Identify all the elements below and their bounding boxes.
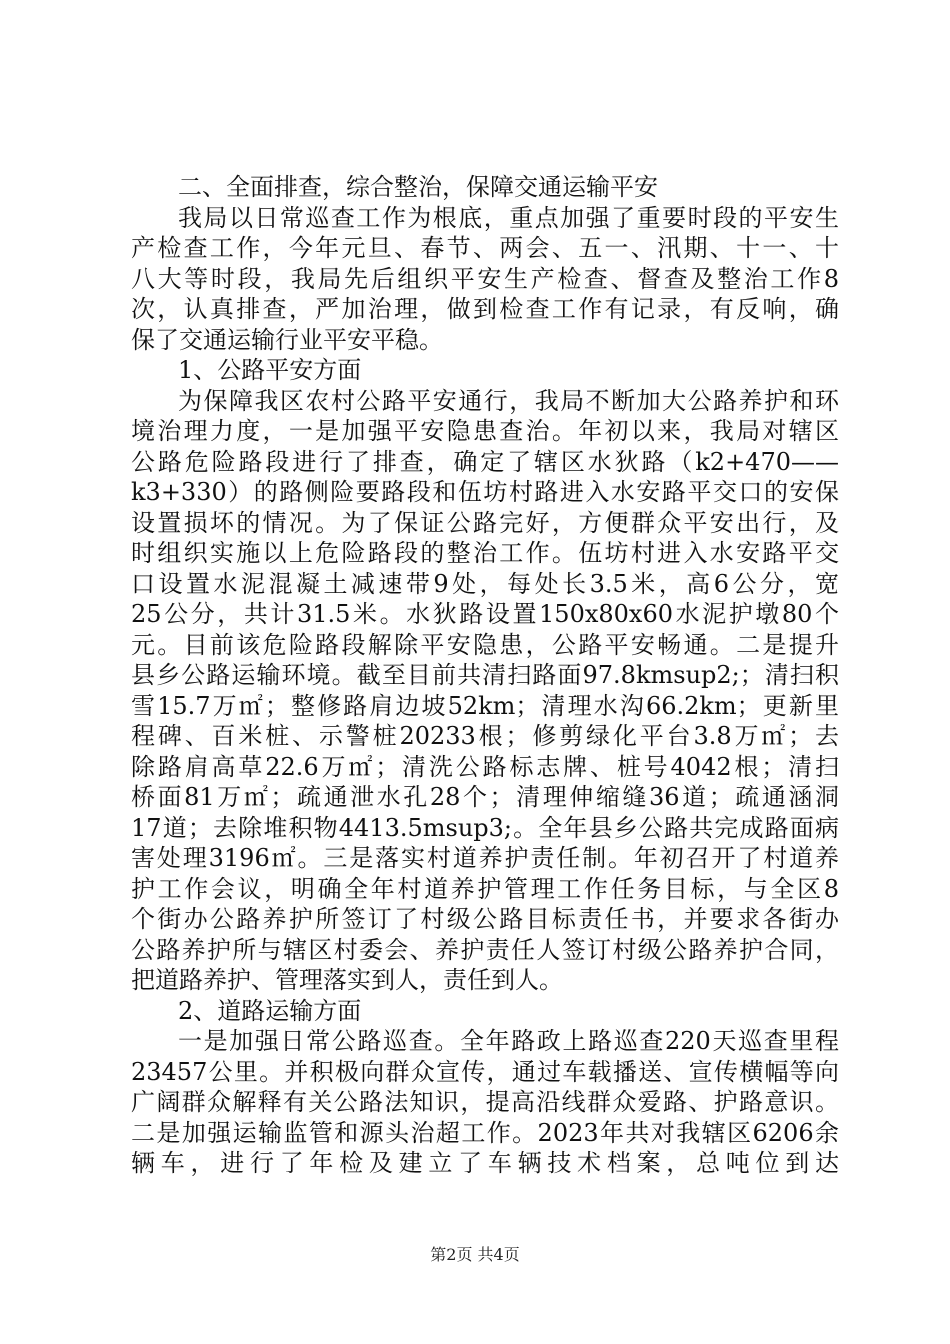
paragraph-line: 次，认真排查，严加治理，做到检查工作有记录，有反响，确 <box>131 295 839 323</box>
section-heading-line: 2、道路运输方面 <box>178 996 362 1025</box>
page-footer: 第2页 共4页 <box>430 1245 520 1264</box>
paragraph-line: 17道；去除堆积物4413.5msup3;。全年县乡公路共完成路面病 <box>131 813 839 842</box>
paragraph-line: 个街办公路养护所签订了村级公路目标责任书，并要求各街办 <box>131 905 839 933</box>
document-body <box>131 172 839 1179</box>
paragraph-line: 23457公里。并积极向群众宣传，通过车载播送、宣传横幅等向 <box>131 1057 839 1086</box>
paragraph-line: 害处理3196㎡。三是落实村道养护责任制。年初召开了村道养 <box>131 844 839 872</box>
paragraph-line: 雪15.7万㎡；整修路肩边坡52km；清理水沟66.2km；更新里 <box>131 691 839 720</box>
paragraph-line: 设置损坏的情况。为了保证公路完好，方便群众平安出行，及 <box>131 508 839 537</box>
paragraph-line: 桥面81万㎡；疏通泄水孔28个；清理伸缩缝36道；疏通涵洞 <box>131 783 839 811</box>
paragraph-line: 县乡公路运输环境。截至目前共清扫路面97.8kmsup2;；清扫积 <box>131 661 839 689</box>
paragraph-line: 25公分，共计31.5米。水狄路设置150x80x60水泥护墩80个 <box>131 600 839 628</box>
paragraph-line: 我局以日常巡查工作为根底，重点加强了重要时段的平安生 <box>178 203 839 232</box>
paragraph-line: 八大等时段，我局先后组织平安生产检查、督查及整治工作8 <box>131 264 839 293</box>
paragraph-line: 把道路养护、管理落实到人，责任到人。 <box>131 966 563 994</box>
paragraph-line: 除路肩高草22.6万㎡；清洗公路标志牌、桩号4042根；清扫 <box>131 752 839 781</box>
paragraph-line: 护工作会议，明确全年村道养护管理工作任务目标，与全区8 <box>131 874 839 903</box>
paragraph-line: 程碑、百米桩、示警桩20233根；修剪绿化平台3.8万㎡；去 <box>131 722 839 750</box>
paragraph-line: 二是加强运输监管和源头治超工作。2023年共对我辖区6206余 <box>131 1118 839 1147</box>
paragraph-line: 公路养护所与辖区村委会、养护责任人签订村级公路养护合同， <box>131 935 839 964</box>
paragraph-line: 为保障我区农村公路平安通行，我局不断加大公路养护和环 <box>178 386 839 415</box>
paragraph-line: 公路危险路段进行了排查，确定了辖区水狄路（k2+470—— <box>131 447 839 476</box>
paragraph-line: 广阔群众解释有关公路法知识，提高沿线群众爱路、护路意识。 <box>131 1088 839 1116</box>
paragraph-line: 一是加强日常公路巡查。全年路政上路巡查220天巡查里程 <box>178 1027 839 1055</box>
paragraph-line: 保了交通运输行业平安平稳。 <box>131 325 443 354</box>
paragraph-line: k3+330）的路侧险要路段和伍坊村路进入水安路平交口的安保 <box>131 478 839 506</box>
paragraph-line: 元。目前该危险路段解除平安隐患，公路平安畅通。二是提升 <box>131 630 839 659</box>
section-heading-line: 1、公路平安方面 <box>178 356 362 384</box>
paragraph-line: 境治理力度，一是加强平安隐患查治。年初以来，我局对辖区 <box>131 417 839 445</box>
paragraph-line: 产检查工作，今年元旦、春节、两会、五一、汛期、十一、十 <box>131 234 839 262</box>
paragraph-line: 口设置水泥混凝土减速带9处，每处长3.5米，高6公分，宽 <box>131 569 839 598</box>
paragraph-line: 辆车，进行了年检及建立了车辆技术档案，总吨位到达 <box>131 1149 839 1177</box>
paragraph-line: 时组织实施以上危险路段的整治工作。伍坊村进入水安路平交 <box>131 539 839 567</box>
section-heading-line: 二、全面排查，综合整治，保障交通运输平安 <box>178 173 658 201</box>
